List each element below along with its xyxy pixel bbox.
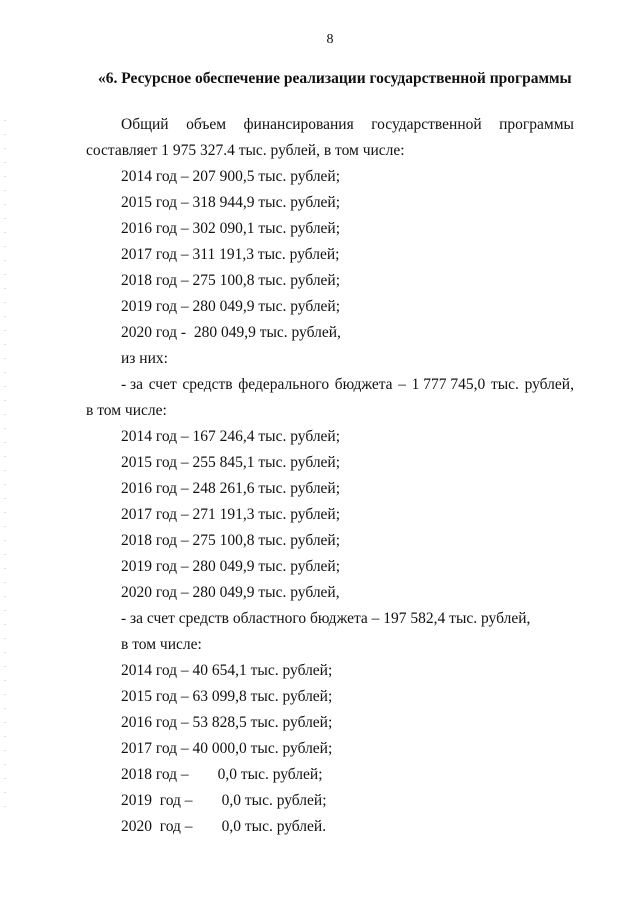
federal-year-2015: 2015 год – 255 845,1 тыс. рублей;	[121, 454, 341, 471]
amount: 0,0	[221, 818, 241, 835]
federal-word: –	[398, 376, 406, 393]
total-year-2015: 2015 год – 318 944,9 тыс. рублей;	[121, 194, 341, 211]
federal-year-2017: 2017 год – 271 191,3 тыс. рублей;	[121, 506, 341, 523]
federal-word: рублей,	[524, 376, 574, 393]
intro-word: государственной	[371, 116, 482, 133]
federal-word: счет	[148, 376, 177, 393]
unit: тыс. рублей;	[244, 792, 327, 809]
intro-word: финансирования	[243, 116, 354, 133]
intro-line-2: составляет 1 975 327.4 тыс. рублей, в том числе:	[86, 142, 405, 159]
intro-word: объем	[186, 116, 227, 133]
total-year-2018: 2018 год – 275 100,8 тыс. рублей;	[121, 272, 341, 289]
year-label: 2019 год –	[121, 792, 193, 809]
federal-word: тыс.	[490, 376, 519, 393]
regional-year-2018	[121, 766, 323, 784]
federal-budget-line	[121, 376, 574, 394]
page-number: 8	[326, 32, 334, 47]
federal-word: - за	[121, 376, 144, 393]
regional-year-2014: 2014 год – 40 654,1 тыс. рублей;	[121, 662, 333, 679]
of-which-label: из них:	[121, 350, 168, 367]
federal-year-2020: 2020 год – 280 049,9 тыс. рублей,	[121, 584, 340, 601]
regional-year-2017: 2017 год – 40 000,0 тыс. рублей;	[121, 740, 333, 757]
federal-including-label: в том числе:	[86, 402, 167, 419]
total-year-2020: 2020 год - 280 049,9 тыс. рублей,	[121, 324, 341, 341]
federal-year-2016: 2016 год – 248 261,6 тыс. рублей;	[121, 480, 341, 497]
unit: тыс. рублей.	[244, 818, 327, 835]
amount: 0,0	[217, 766, 237, 783]
regional-budget-line: - за счет средств областного бюджета – 197 582,4 тыс. рублей,	[121, 610, 531, 627]
intro-word: программы	[499, 116, 574, 133]
year-label: 2020 год –	[121, 818, 193, 835]
scan-margin-artifact	[4, 120, 6, 820]
regional-including-label: в том числе:	[121, 636, 202, 653]
federal-year-2014: 2014 год – 167 246,4 тыс. рублей;	[121, 428, 341, 445]
amount: 0,0	[221, 792, 241, 809]
total-year-2019: 2019 год – 280 049,9 тыс. рублей;	[121, 298, 341, 315]
federal-word: средств	[182, 376, 233, 393]
total-year-2017: 2017 год – 311 191,3 тыс. рублей;	[121, 246, 340, 263]
federal-word: бюджета	[334, 376, 393, 393]
regional-year-2019	[121, 792, 327, 810]
total-year-2016: 2016 год – 302 090,1 тыс. рублей;	[121, 220, 341, 237]
intro-line-1	[121, 116, 574, 134]
regional-year-2016: 2016 год – 53 828,5 тыс. рублей;	[121, 714, 333, 731]
federal-word: федерального	[238, 376, 330, 393]
year-label: 2018 год –	[121, 766, 189, 783]
federal-year-2018: 2018 год – 275 100,8 тыс. рублей;	[121, 532, 341, 549]
federal-word: 1 777 745,0	[411, 376, 486, 393]
unit: тыс. рублей;	[240, 766, 323, 783]
total-year-2014: 2014 год – 207 900,5 тыс. рублей;	[121, 168, 341, 185]
federal-year-2019: 2019 год – 280 049,9 тыс. рублей;	[121, 558, 341, 575]
regional-year-2020	[121, 818, 326, 836]
section-heading: «6. Ресурсное обеспечение реализации государственной программы	[98, 70, 572, 87]
intro-word: Общий	[121, 116, 169, 133]
regional-year-2015: 2015 год – 63 099,8 тыс. рублей;	[121, 688, 333, 705]
